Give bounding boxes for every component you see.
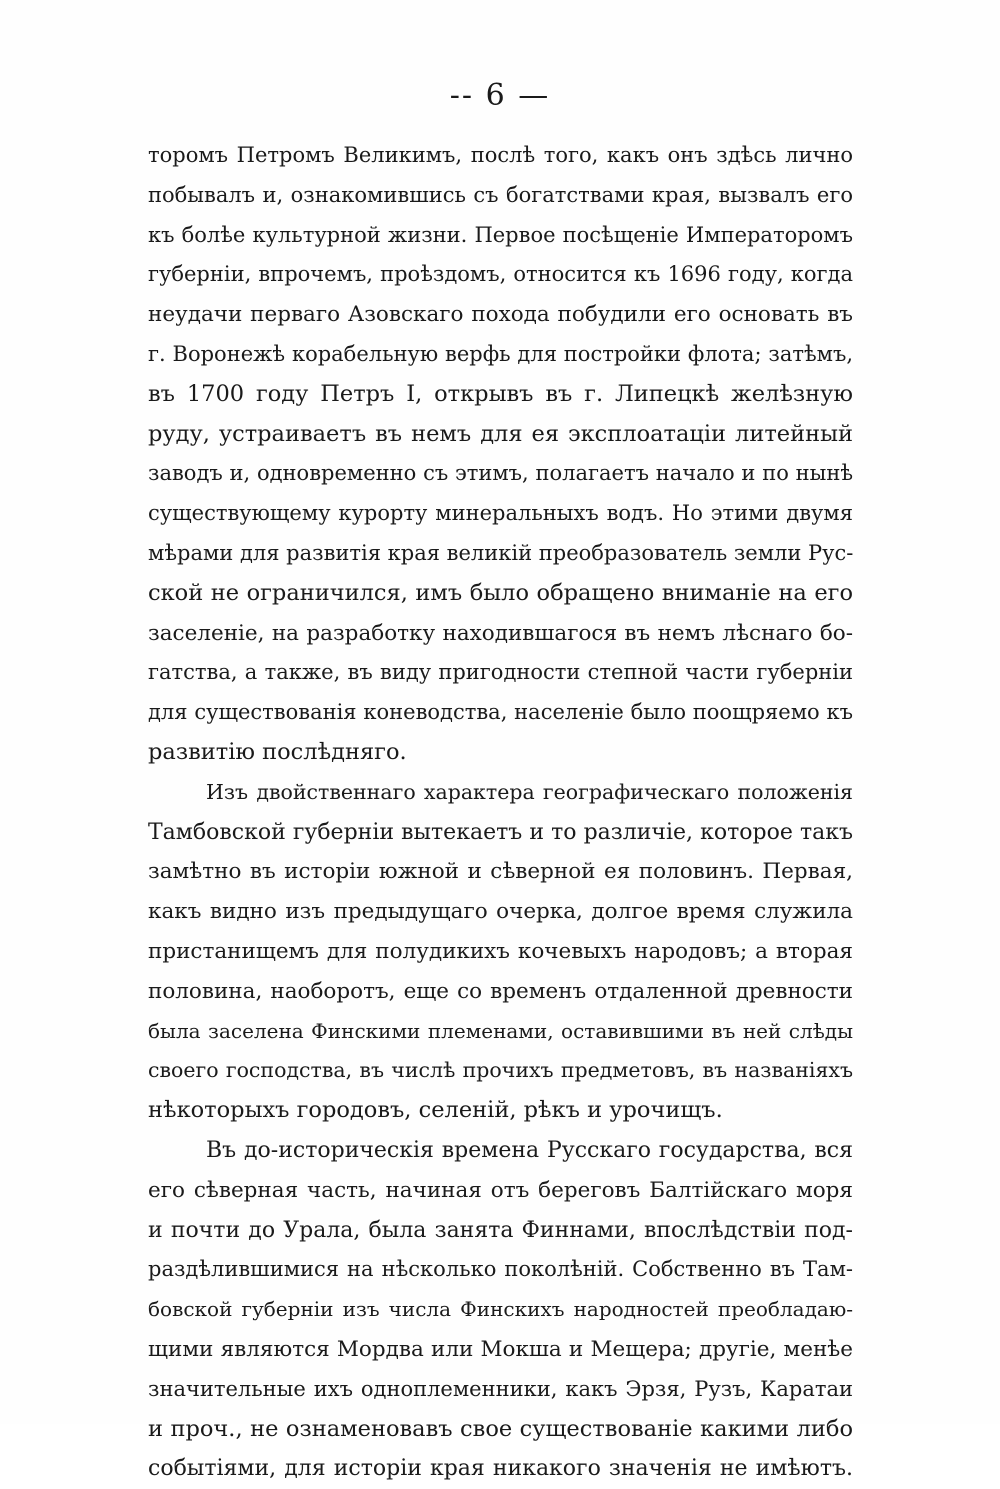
text-line: какъ видно изъ предыдущаго очерка, долгое время служила — [148, 899, 853, 925]
text-line: существующему курорту минеральныхъ водъ. Но этими двумя — [148, 501, 853, 526]
body-text — [148, 136, 853, 1489]
text-line: Изъ двойственнаго характера географическаго положенія — [206, 779, 853, 804]
paragraph-3 — [148, 1131, 853, 1489]
text-line: заселеніе, на разработку находившагося въ немъ лѣснаго бо- — [148, 620, 853, 646]
text-line: замѣтно въ исторіи южной и сѣверной ея половинъ. Первая, — [148, 859, 853, 885]
text-line: мѣрами для развитія края великій преобразователь земли Рус- — [148, 540, 853, 565]
text-line: руду, устраиваетъ въ немъ для ея эксплоатаціи литейный — [148, 420, 853, 447]
text-line: побывалъ и, ознакомившись съ богатствами края, вызвалъ его — [148, 182, 853, 207]
text-line: для существованія коневодства, населеніе было поощряемо къ — [148, 700, 853, 725]
text-line: и почти до Урала, была занята Финнами, впослѣдствіи под- — [148, 1217, 853, 1243]
paragraph-1 — [148, 136, 853, 773]
text-line: Въ до-историческія времена Русскаго государства, вся — [206, 1137, 853, 1163]
text-line: бовской губерніи изъ числа Финскихъ народностей преобладаю- — [148, 1297, 853, 1322]
text-line: ской не ограничился, имъ было обращено вниманіе на его — [148, 579, 853, 606]
text-line: развитію послѣдняго. — [148, 738, 407, 765]
text-line: заводъ и, одновременно съ этимъ, полагаетъ начало и по нынѣ — [148, 461, 853, 486]
text-line: его сѣверная часть, начиная отъ береговъ Балтійскаго моря — [148, 1177, 853, 1203]
text-line: нѣкоторыхъ городовъ, селеній, рѣкъ и урочищъ. — [148, 1097, 723, 1124]
text-line: къ болѣе культурной жизни. Первое посѣщеніе Императоромъ — [148, 222, 853, 247]
text-line: половина, наоборотъ, еще со временъ отдаленной древности — [148, 978, 853, 1004]
page-number: -- 6 — — [449, 78, 551, 113]
text-line: торомъ Петромъ Великимъ, послѣ того, какъ онъ здѣсь лично — [148, 143, 853, 167]
paragraph-2 — [148, 773, 853, 1131]
text-line: своего господства, въ числѣ прочихъ предметовъ, въ названіяхъ — [148, 1058, 853, 1083]
text-line: неудачи перваго Азовскаго похода побудили его основать въ — [148, 302, 853, 328]
text-line: и проч., не ознаменовавъ свое существованіе какими либо — [148, 1415, 853, 1442]
text-line: событіями, для исторіи края никакого значенія не имѣютъ. — [148, 1456, 853, 1482]
text-line: гатства, а также, въ виду пригодности степной части губерніи — [148, 660, 853, 685]
text-line: была заселена Финскими племенами, оставившими въ ней слѣды — [148, 1018, 853, 1043]
text-line: г. Воронежѣ корабельную верфь для постройки флота; затѣмъ, — [148, 341, 853, 366]
text-line: щими являются Мордва или Мокша и Мещера; другіе, менѣе — [148, 1336, 853, 1362]
text-line: значительные ихъ одноплеменники, какъ Эрзя, Рузъ, Каратаи — [148, 1376, 853, 1401]
text-line: губерніи, впрочемъ, проѣздомъ, относится къ 1696 году, когда — [148, 262, 853, 287]
text-line: Тамбовской губерніи вытекаетъ и то различіе, которое такъ — [148, 819, 853, 845]
text-line: въ 1700 году Петръ I, открывъ въ г. Липецкѣ желѣзную — [148, 380, 853, 407]
text-line: пристанищемъ для полудикихъ кочевыхъ народовъ; а вторая — [148, 938, 853, 964]
text-line: раздѣлившимися на нѣсколько поколѣній. Собственно въ Там- — [148, 1257, 853, 1282]
